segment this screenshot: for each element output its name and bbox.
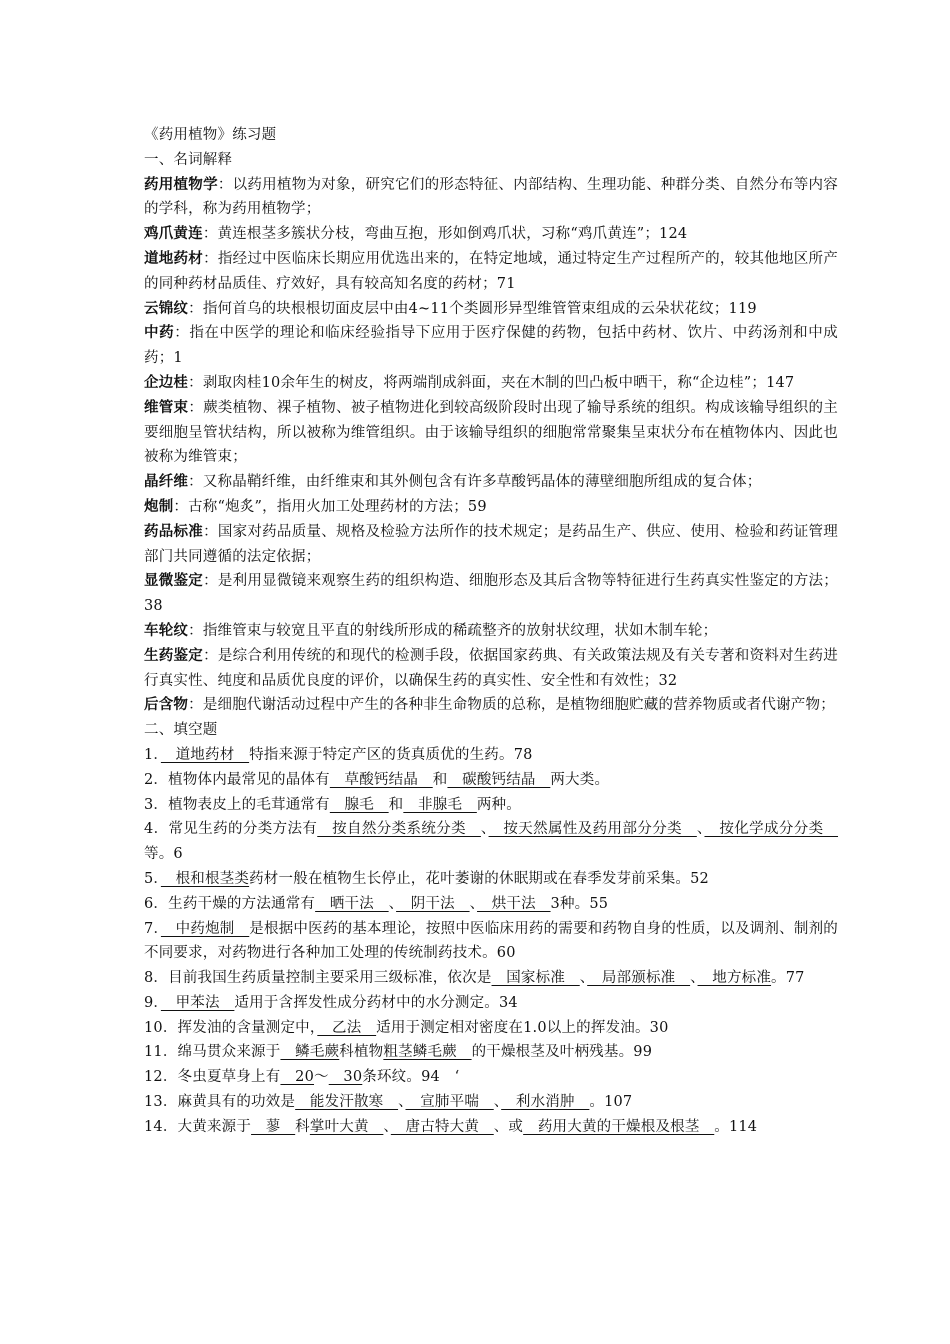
answer-blank: 甲苯法 [160,994,235,1011]
question-text: 6．生药干燥的方法通常有 [144,895,316,912]
section-heading-fill-in: 二、填空题 [144,722,218,739]
answer-blank: 根和根茎类 [160,870,250,887]
question-text: 4．常见生药的分类方法有 [144,821,318,838]
answer-blank: 30 [328,1069,363,1086]
question-text: 、 [388,895,397,912]
answer-blank: 宣肺平喘 [405,1094,494,1111]
answer-blank: 20 [280,1069,315,1086]
definition-item [144,619,838,644]
question-text: 、 [469,895,478,912]
answer-blank: 腺毛 [329,796,389,813]
question-item [144,966,838,991]
question-item [144,867,838,892]
question-text: 7． [144,920,161,937]
definition-term: 企边桂 [144,373,189,391]
question-text: 13．麻黄具有的功效是 [144,1094,296,1111]
question-text: 、 [690,970,698,987]
question-text: 、 [579,970,588,987]
question-text: 、 [383,1118,391,1135]
question-item [144,917,838,967]
definition-term: 中药 [144,324,175,342]
question-text: 、 [398,1094,406,1111]
definition-text: 又称晶鞘纤维，由纤维束和其外侧包含有许多草酸钙晶体的薄壁细胞所组成的复合体； [202,474,762,491]
definition-term: 后含物 [144,696,189,714]
question-item [144,768,838,793]
definition-item [144,569,838,619]
definition-term: 药品标准 [144,522,204,540]
question-text: 等。6 [144,846,183,863]
definition-separator: ： [203,250,218,267]
definition-text: 古称“炮炙”，指用火加工处理药材的方法；59 [188,498,487,515]
definition-text: 以药用植物为对象，研究它们的形态特征、内部结构、生理功能、种群分类、自然分布等内容的学科，称为药用植物学； [144,176,839,218]
definition-text: 指维管束与较宽且平直的射线所形成的稀疏整齐的放射状纹理，状如木制车轮； [202,622,718,639]
definition-term: 维管束 [144,398,189,416]
definition-term: 显微鉴定 [144,572,204,590]
definition-item [144,247,838,297]
definition-term: 药用植物学 [144,175,218,193]
definition-item [144,173,838,223]
answer-blank: 利水消肿 [501,1094,590,1111]
definition-item [144,396,838,470]
definition-separator: ： [188,399,204,416]
question-item [144,1065,838,1090]
definition-item [144,495,838,520]
definition-item [144,371,838,396]
definition-text: 指经过中医临床长期应用优选出来的，在特定地域，通过特定生产过程所产的，较其他地区所产的同种药材品质佳、疗效好，具有较高知名度的药材；71 [144,250,838,292]
answer-blank: 鳞毛蕨 [280,1044,340,1061]
answer-blank: 粗茎鳞毛蕨 [383,1044,472,1061]
question-text: 是根据中医药的基本理论，按照中医临床用药的需要和药物自身的性质，以及调剂、制剂的不同要求，对药物进行各种加工处理的传统制药技术。60 [144,920,838,962]
question-text: 科 [295,1118,310,1135]
definition-item [144,644,838,694]
definition-separator: ： [173,498,189,515]
definition-text: 蕨类植物、裸子植物、被子植物进化到较高级阶段时出现了输导系统的组织。构成该输导组织的主要细胞呈管状结构，所以被称为维管组织。由于该输导组织的细胞常常聚集呈束状分布在植物体内、因此也被称为维管束； [144,399,839,466]
question-text: 11．绵马贯众来源于 [144,1044,281,1061]
answer-blank: 掌叶大黄 [309,1118,384,1135]
definition-term: 鸡爪黄连 [144,225,203,243]
definition-text: 是综合利用传统的和现代的检测手段，依据国家药典、有关政策法规及有关专著和资料对生药进行真实性、纯度和品质优良度的评价，以确保生药的真实性、安全性和有效性；32 [144,647,838,689]
question-text: 8．目前我国生药质量控制主要采用三级标准，依次是 [144,970,492,987]
question-text: 。107 [589,1094,633,1111]
definition-item [144,520,838,570]
question-text: 科植物 [339,1044,384,1061]
question-text: 适用于测定相对密度在1.0以上的挥发油。30 [376,1019,669,1036]
question-text: 10．挥发油的含量测定中， [144,1019,318,1036]
question-item [144,1115,838,1140]
definition-text: 指何首乌的块根根切面皮层中由4~11个类圆形异型维管管束组成的云朵状花纹；119 [202,300,757,317]
definition-separator: ： [203,647,218,664]
answer-blank: 非腺毛 [403,796,477,813]
answer-blank: 蓼 [251,1118,296,1135]
definition-text: 剥取肉桂10余年生的树皮，将两端削成斜面，夹在木制的凹凸板中晒干，称“企边桂”；147 [202,374,795,391]
question-text: 、 [480,821,489,838]
question-item [144,892,838,917]
definition-separator: ： [203,523,218,540]
definition-text: 指在中医学的理论和临床经验指导下应用于医疗保健的药物，包括中药材、饮片、中药汤剂和中成药；1 [144,325,839,367]
question-text: 1． [144,746,161,763]
answer-blank: 阴干法 [396,895,470,912]
definition-item [144,222,838,247]
question-item [144,1016,838,1041]
answer-blank: 碳酸钙结晶 [447,771,551,788]
question-text: 。114 [714,1118,758,1135]
question-item [144,743,838,768]
answer-blank: 按自然分类系统分类 [317,821,481,838]
answer-blank: 按天然属性及药用部分分类 [488,821,697,838]
question-text: 和 [432,771,448,788]
definition-item [144,693,838,718]
answer-blank: 道地药材 [160,746,250,763]
definition-separator: ： [174,325,190,342]
definition-item [144,297,838,322]
document-title: 《药用植物》练习题 [144,127,277,143]
answer-blank: 药用大黄的干燥根及根茎 [523,1118,715,1135]
definition-text: 是细胞代谢活动过程中产生的各种非生命物质的总称，是植物细胞贮藏的营养物质或者代谢产物； [202,697,835,714]
answer-blank: 晒干法 [315,895,389,912]
question-item [144,817,838,867]
fill-in-list [144,743,838,1140]
question-text: 5． [144,870,161,887]
definition-separator: ： [188,374,203,391]
question-text: 14．大黄来源于 [144,1118,252,1135]
answer-blank: 草酸钙结晶 [329,771,433,788]
question-text: 9． [144,994,161,1011]
question-text: 两大类。 [550,771,610,788]
question-text: 3．植物表皮上的毛茸通常有 [144,796,330,813]
question-text: 条环纹。94 ‘ [362,1069,460,1086]
definition-item [144,470,838,495]
question-text: 和 [388,796,404,813]
definition-text: 黄连根茎多簇状分枝，弯曲互抱，形如倒鸡爪状，习称“鸡爪黄连”；124 [217,226,688,243]
definition-term: 云锦纹 [144,299,189,317]
question-text: 、 [493,1094,502,1111]
question-text: 药材一般在植物生长停止，花叶萎谢的休眠期或在春季发芽前采集。52 [249,870,709,887]
answer-blank: 局部颁标准 [587,970,691,987]
answer-blank: 按化学成分分类 [704,821,839,838]
question-text: 、或 [493,1118,524,1135]
definition-term: 车轮纹 [144,621,189,639]
question-item [144,793,838,818]
question-text: 两种。 [476,796,521,813]
question-item [144,991,838,1016]
question-text: 12．冬虫夏草身上有 [144,1069,281,1086]
question-text: 的干燥根茎及叶柄残基。99 [471,1044,653,1061]
answer-blank: 唐古特大黄 [390,1118,494,1135]
question-text: ～ [314,1069,329,1086]
definitions-list [144,173,838,719]
question-item [144,1040,838,1065]
answer-blank: 地方标准 [697,970,772,987]
question-text: 3种。55 [550,895,609,912]
question-text: 、 [696,821,705,838]
definition-term: 道地药材 [144,249,204,267]
answer-blank: 中药炮制 [160,920,250,937]
definition-term: 炮制 [144,497,174,515]
answer-blank: 能发汗散寒 [295,1094,399,1111]
definition-term: 生药鉴定 [144,646,204,664]
answer-blank: 乙法 [317,1019,377,1036]
definition-separator: ： [188,697,203,714]
definition-item [144,321,838,371]
question-item [144,1090,838,1115]
definition-text: 国家对药品质量、规格及检验方法所作的技术规定；是药品生产、供应、使用、检验和药证管理部门共同遵循的法定依据； [144,523,838,565]
question-text: 特指来源于特定产区的货真质优的生药。78 [249,746,533,763]
definition-text: 是利用显微镜来观察生药的组织构造、细胞形态及其后含物等特征进行生药真实性鉴定的方法；38 [144,573,838,615]
answer-blank: 烘干法 [477,895,551,912]
definition-separator: ： [202,226,218,243]
question-text: 2．植物体内最常见的晶体有 [144,771,330,788]
definition-separator: ： [188,474,203,491]
definition-separator: ： [188,622,203,639]
answer-blank: 国家标准 [491,970,580,987]
question-text: 。77 [771,970,805,987]
definition-separator: ： [188,300,203,317]
question-text: 适用于含挥发性成分药材中的水分测定。34 [234,994,518,1011]
document-page [144,123,838,1140]
definition-term: 晶纤维 [144,473,189,491]
definition-separator: ： [203,573,218,590]
section-heading-definitions: 一、名词解释 [144,151,233,168]
definition-separator: ： [217,176,233,193]
